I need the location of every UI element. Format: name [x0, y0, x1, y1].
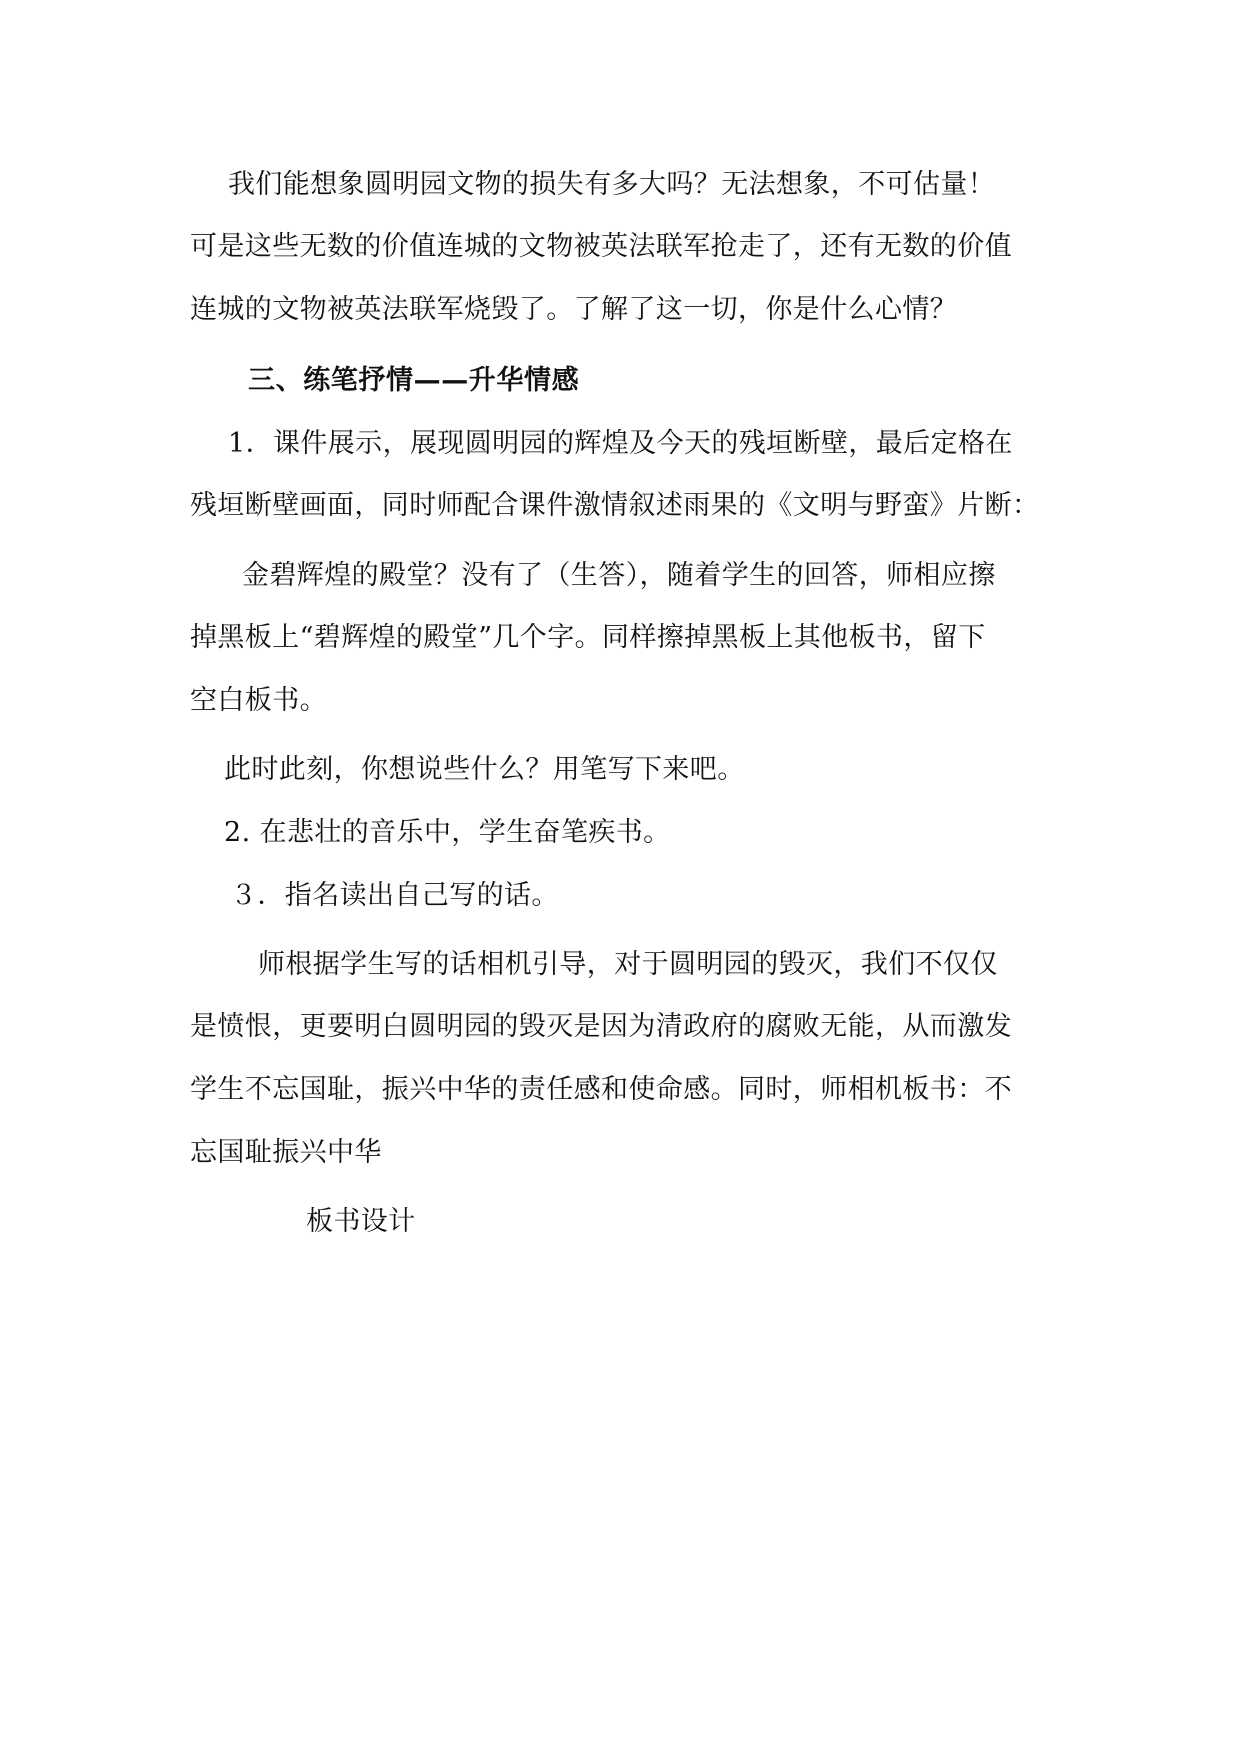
paragraph-line-7: 师根据学生写的话相机引导，对于圆明园的毁灭，我们不仅仅 [258, 949, 998, 980]
step-2-line: 2. 在悲壮的音乐中，学生奋笔疾书。 [224, 817, 671, 848]
section-heading: 三、练笔抒情——升华情感 [248, 365, 580, 396]
step-1-line-1: 1．课件展示，展现圆明园的辉煌及今天的残垣断壁，最后定格在 [228, 428, 1013, 459]
paragraph-line-1: 我们能想象圆明园文物的损失有多大吗？无法想象，不可估量！ [228, 169, 996, 200]
paragraph-line-5: 掉黑板上“碧辉煌的殿堂”几个字。同样擦掉黑板上其他板书，留下 [190, 622, 986, 653]
board-design-label: 板书设计 [306, 1206, 416, 1237]
paragraph-line-9: 学生不忘国耻，振兴中华的责任感和使命感。同时，师相机板书：不 [190, 1074, 1012, 1105]
step-3-line: ３．指名读出自己写的话。 [230, 880, 559, 911]
paragraph-line-6: 空白板书。 [190, 685, 327, 716]
paragraph-line-2: 可是这些无数的价值连城的文物被英法联军抢走了，还有无数的价值 [190, 231, 1012, 262]
paragraph-line-3: 连城的文物被英法联军烧毁了。了解了这一切，你是什么心情？ [190, 294, 958, 325]
paragraph-line-8: 是愤恨，更要明白圆明园的毁灭是因为清政府的腐败无能，从而激发 [190, 1011, 1012, 1042]
paragraph-line-4: 金碧辉煌的殿堂？没有了（生答），随着学生的回答，师相应擦 [242, 560, 996, 591]
prompt-line: 此时此刻，你想说些什么？用笔写下来吧。 [224, 754, 745, 785]
paragraph-line-10: 忘国耻振兴中华 [190, 1137, 382, 1168]
step-1-line-2: 残垣断壁画面，同时师配合课件激情叙述雨果的《文明与野蛮》片断： [190, 490, 1040, 521]
